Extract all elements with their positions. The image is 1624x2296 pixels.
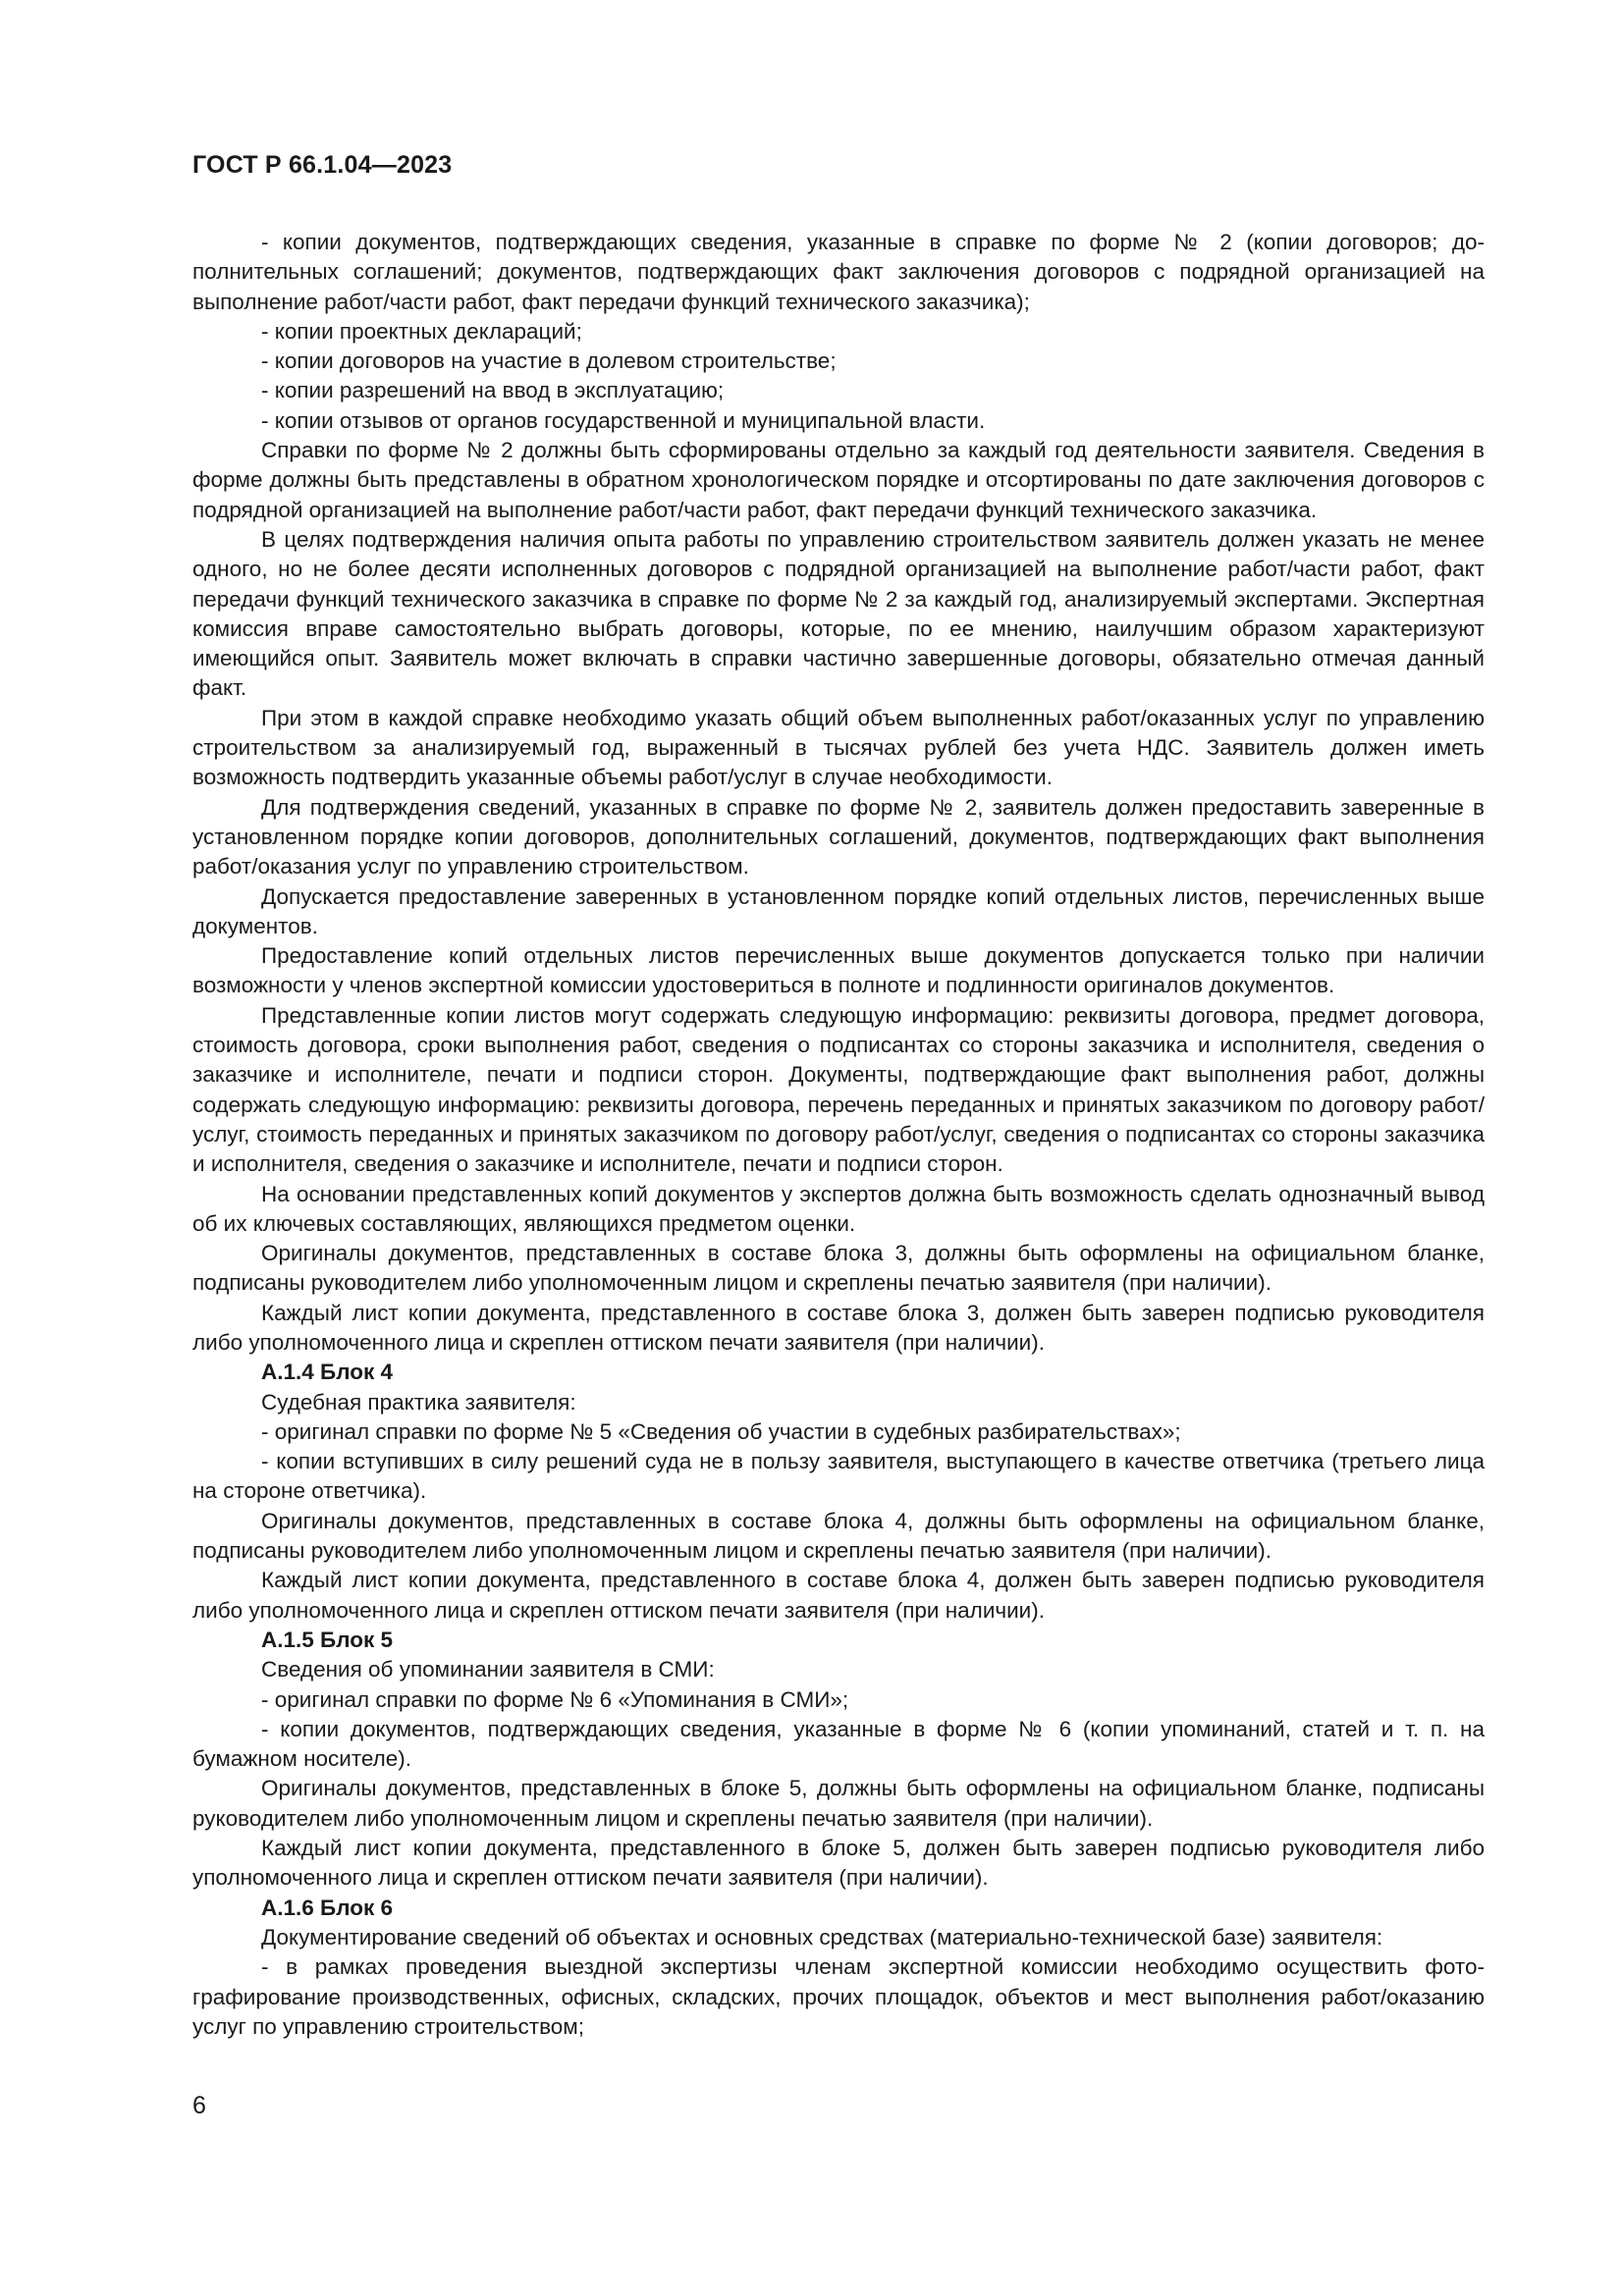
paragraph: Каждый лист копии документа, представленного в составе блока 3, должен быть заверен подписью руководителя либо уполномоченного лица и скреплен оттиском печати заявителя (при наличии). — [192, 1300, 1485, 1355]
paragraph: Справки по форме № 2 должны быть сформированы отдельно за каждый год деятельности заявителя. Сведения в форме должны быть представлены в обратном хронологическом порядке и отсортированы по дате заключения договоров с подрядной организацией на выполнение работ/части работ, факт передачи функций технического заказчика. — [192, 438, 1485, 522]
paragraph: В целях подтверждения наличия опыта работы по управлению строительством заявитель должен указать не менее одного, но не более десяти исполненных договоров с подрядной организацией на выполнение работ/части работ, факт передачи функций технического заказчика в справке по форме № 2 за каждый год, анализируемый экспертами. Экспертная комиссия вправе самостоятельно выбрать договоры, которые, по ее мнению, наилучшим образом характеризуют имеющийся опыт. Заявитель может включать в справки частично завершенные договоры, обязательно отмечая данный факт. — [192, 526, 1485, 701]
paragraph: Предоставление копий отдельных листов перечисленных выше документов допускается только при наличии возможности у членов экспертной комиссии удостовериться в полноте и подлинности оригиналов документов. — [192, 943, 1485, 998]
paragraph: - оригинал справки по форме № 5 «Сведения об участии в судебных разбирательствах»; — [261, 1418, 1181, 1444]
paragraph: Судебная практика заявителя: — [261, 1389, 576, 1415]
paragraph: - копии документов, подтверждающих сведения, указанные в справке по форме № 2 (копии договоров; дополнительных соглашений; документов, подтверждающих факт заключения договоров с подрядной организацией на выполнение работ/части работ, факт передачи функций технического заказчика); — [192, 230, 1485, 314]
paragraph: На основании представленных копий документов у экспертов должна быть возможность сделать однозначный вывод об их ключевых составляющих, являющихся предметом оценки. — [192, 1181, 1485, 1236]
paragraph: Оригиналы документов, представленных в составе блока 4, должны быть оформлены на официальном бланке, подписаны руководителем либо уполномоченным лицом и скреплены печатью заявителя (при наличии). — [192, 1508, 1485, 1564]
paragraph: - оригинал справки по форме № 6 «Упоминания в СМИ»; — [261, 1686, 849, 1712]
paragraph: При этом в каждой справке необходимо указать общий объем выполненных работ/оказанных услуг по управлению строительством за анализируемый год, выраженный в тысячах рублей без учета НДС. Заявитель должен иметь возможность подтвердить указанные объемы работ/услуг в случае необходимости. — [192, 705, 1485, 790]
page-number: 6 — [192, 2092, 206, 2119]
paragraph: - копии вступивших в силу решений суда не в пользу заявителя, выступающего в качестве ответчика (третьего лица на стороне ответчика). — [192, 1449, 1485, 1504]
paragraph: Каждый лист копии документа, представленного в составе блока 4, должен быть заверен подписью руководителя либо уполномоченного лица и скреплен оттиском печати заявителя (при наличии). — [192, 1568, 1485, 1623]
section-heading-block-4: А.1.4 Блок 4 — [261, 1360, 393, 1385]
paragraph: Оригиналы документов, представленных в блоке 5, должны быть оформлены на официальном бланке, подписаны руководителем либо уполномоченным лицом и скреплены печатью заявителя (при наличии). — [192, 1776, 1485, 1831]
paragraph: - копии документов, подтверждающих сведения, указанные в форме № 6 (копии упоминаний, статей и т. п. на бумажном носителе). — [192, 1716, 1485, 1772]
paragraph: Каждый лист копии документа, представленного в блоке 5, должен быть заверен подписью руководителя либо уполномоченного лица и скреплен оттиском печати заявителя (при наличии). — [192, 1836, 1485, 1891]
paragraph: Оригиналы документов, представленных в составе блока 3, должны быть оформлены на официальном бланке, подписаны руководителем либо уполномоченным лицом и скреплены печатью заявителя (при наличии). — [192, 1241, 1485, 1296]
document-header: ГОСТ Р 66.1.04—2023 — [192, 151, 453, 179]
paragraph: - в рамках проведения выездной экспертизы членам экспертной комиссии необходимо осуществить фотографирование производственных, офисных, складских, прочих площадок, объектов и мест выполнения работ/оказанию услуг по управлению строительством; — [192, 1954, 1485, 2039]
paragraph: - копии проектных деклараций; — [261, 318, 582, 344]
paragraph: - копии отзывов от органов государственной и муниципальной власти. — [261, 407, 986, 433]
section-heading-block-5: А.1.5 Блок 5 — [261, 1627, 393, 1652]
paragraph: Допускается предоставление заверенных в установленном порядке копий отдельных листов, перечисленных выше документов. — [192, 883, 1485, 938]
paragraph: Сведения об упоминании заявителя в СМИ: — [261, 1657, 715, 1682]
paragraph: Документирование сведений об объектах и основных средствах (материально-технической базе) заявителя: — [261, 1924, 1383, 1949]
paragraph: - копии разрешений на ввод в эксплуатацию; — [261, 378, 725, 403]
paragraph: - копии договоров на участие в долевом строительстве; — [261, 348, 837, 374]
paragraph: Представленные копии листов могут содержать следующую информацию: реквизиты договора, предмет договора, стоимость договора, сроки выполнения работ, сведения о подписантах со стороны заказчика и исполнителя, сведения о заказчике и исполнителе, печати и подписи сторон. Документы, подтверждающие факт выполнения работ, должны содержать следующую информацию: реквизиты договора, перечень переданных и принятых заказчиком по договору работ/услуг, стоимость переданных и принятых заказчиком по договору работ/услуг, сведения о подписантах со стороны заказчика и исполнителя, сведения о заказчике и исполнителе, печати и подписи сторон. — [192, 1002, 1485, 1177]
paragraph: Для подтверждения сведений, указанных в справке по форме № 2, заявитель должен предоставить заверенные в установленном порядке копии договоров, дополнительных соглашений, документов, подтверждающих факт выполнения работ/оказания услуг по управлению строительством. — [192, 794, 1485, 880]
section-heading-block-6: А.1.6 Блок 6 — [261, 1895, 393, 1920]
document-body — [192, 228, 1485, 2042]
